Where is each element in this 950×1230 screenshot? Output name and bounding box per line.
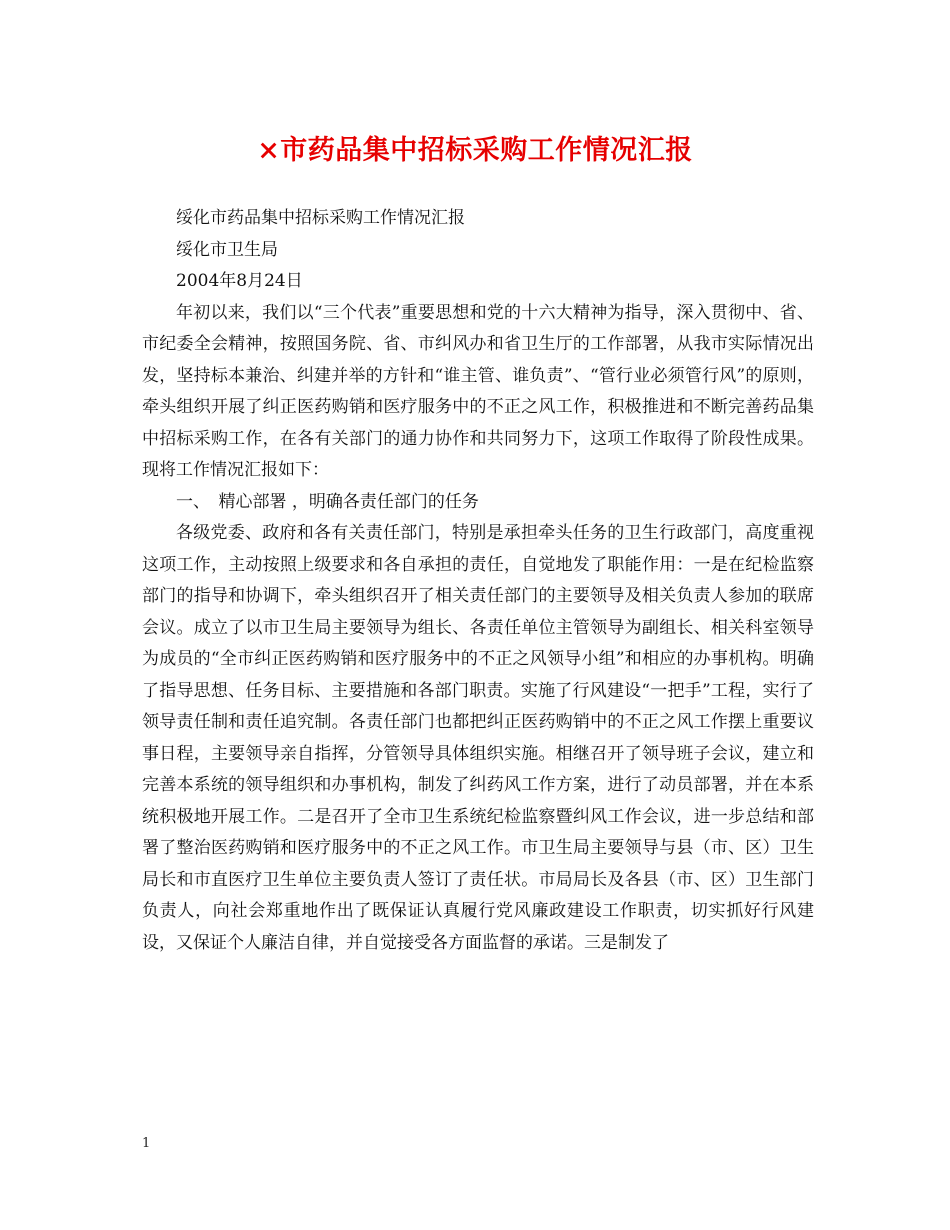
document-title: ×市药品集中招标采购工作情况汇报: [257, 135, 693, 166]
body-paragraph: 各级党委、政府和各有关责任部门，特别是承担牵头任务的卫生行政部门，高度重视这项工作，主动按照上级要求和各自承担的责任，自觉地发了职能作用：一是在纪检监察部门的指导和协调下，牵头组织召开了相关责任部门的主要领导及相关负责人参加的联席会议。成立了以市卫生局主要领导为组长、各责任单位主管领导为副组长、相关科室领导为成员的“全市纠正医药购销和医疗服务中的不正之风领导小组”和相应的办事机构。明确了指导思想、任务目标、主要措施和各部门职责。实施了行风建设“一把手”工程，实行了领导责任制和责任追究制。各责任部门也都把纠正医药购销中的不正之风工作摆上重要议事日程，主要领导亲自指挥，分管领导具体组织实施。相继召开了领导班子会议，建立和完善本系统的领导组织和办事机构，制发了纠药风工作方案，进行了动员部署，并在本系统积极地开展工作。二是召开了全市卫生系统纪检监察暨纠风工作会议，进一步总结和部署了整治医药购销和医疗服务中的不正之风工作。市卫生局主要领导与县（市、区）卫生局长和市直医疗卫生单位主要负责人签订了责任状。市局局长及各县（市、区）卫生部门负责人，向社会郑重地作出了既保证认真履行党风廉政建设工作职责，切实抓好行风建设，又保证个人廉洁自律，并自觉接受各方面监督的承诺。三是制发了: [142, 523, 814, 953]
author-line: 绥化市卫生局: [176, 239, 278, 260]
intro-paragraph: 年初以来，我们以“三个代表”重要思想和党的十六大精神为指导，深入贯彻中、省、市纪委全会精神，按照国务院、省、市纠风办和省卫生厅的工作部署，从我市实际情况出发，坚持标本兼治、纠建并举的方针和“谁主管、谁负责”、“管行业必须管行风”的原则，牵头组织开展了纠正医药购销和医疗服务中的不正之风工作，积极推进和不断完善药品集中招标采购工作，在各有关部门的通力协作和共同努力下，这项工作取得了阶段性成果。现将工作情况汇报如下：: [142, 302, 814, 480]
section-heading: 一、 精心部署 ，明确各责任部门的任务: [176, 491, 479, 512]
document-body: [142, 203, 814, 959]
date-line: 2004年8月24日: [176, 271, 303, 291]
subtitle-line: 绥化市药品集中招标采购工作情况汇报: [176, 208, 465, 228]
page-number: 1: [142, 1136, 151, 1151]
